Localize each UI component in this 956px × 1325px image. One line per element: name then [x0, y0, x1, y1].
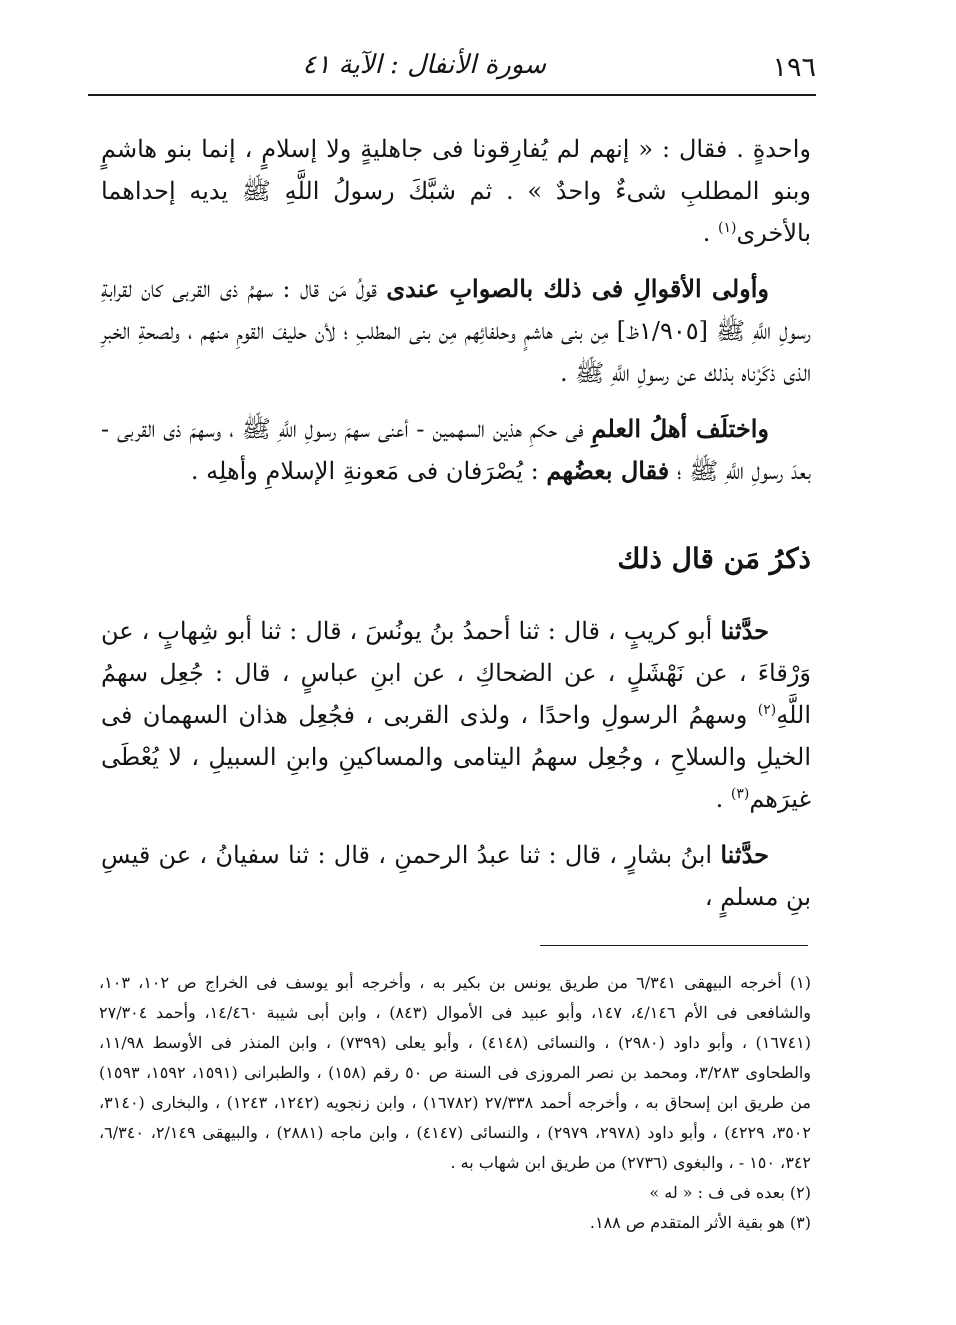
- paragraph-3-lead-2: فقال بعضُهم: [546, 456, 670, 485]
- footnotes: [99, 968, 811, 1238]
- paragraph-2-lead: وأولى الأقوالِ فى ذلك بالصوابِ عندى: [386, 274, 769, 303]
- paragraph-1-end: .: [702, 219, 718, 247]
- paragraph-3: [101, 408, 811, 492]
- paragraph-4-text-1: أبو كريبٍ ، قال : ثنا أحمدُ بنُ يونُسَ ، قال : ثنا أبو شِهابٍ ، عن وَرْقاءَ ، عن نَهْشَلٍ ، عن الضحاكِ ، عن ابنِ عباسٍ ، قال : جُعِل سهمُ اللَّهِ: [101, 617, 811, 729]
- paragraph-5: [101, 834, 811, 918]
- paragraph-3-lead: واختلَف أهلُ العلمِ: [591, 414, 769, 443]
- footnote-1: (١) أخرجه البيهقى ٦/٣٤١ من طريق يونس بن بكير به ، وأخرجه أبو يوسف فى الخراج ص ١٠٢، ١٠٣، والشافعى فى الأم ٤/١٤٦، ١٤٧، وأبو عبيد فى الأموال (٨٤٣) ، وابن أبى شيبة ١٤/٤٦٠، وأحمد ٢٧/٣٠٤ (١٦٧٤١) ، وأبو داود (٢٩٨٠) ، والنسائى (٤١٤٨) ، وأبو يعلى (٧٣٩٩) ، وابن المنذر فى الأوسط ١١/٩٨، والطحاوى ٣/٢٨٣، ومحمد بن نصر المروزى فى السنة ص ٥٠ رقم (١٥٨) ، والطبرانى (١٥٩١، ١٥٩٢، ١٥٩٣) من طريق ابن إسحاق به ، وأخرجه أحمد ٢٧/٣٣٨ (١٦٧٨٢) ، وابن زنجويه (١٢٤٢، ١٢٤٣) ، والبخارى (٣١٤٠، ٣٥٠٢، ٤٢٢٩) ، وأبو داود (٢٩٧٨، ٢٩٧٩) ، والنسائى (٤١٤٧) ، وابن ماجه (٢٨٨١) ، والبيهقى ٢/١٤٩، ٦/٣٤٠، ٣٤٢، ١٥٠ - ، والبغوى (٢٧٣٦) من طريق ابن شهاب به .: [99, 973, 812, 1172]
- paragraph-5-lead: حدَّثنا: [720, 840, 769, 869]
- paragraph-2-text: قولُ مَن قال : سهمُ ذى القربى كان لقرابةِ رسولِ اللَّهِ ﷺ [١/٩٠٥ظ] مِن بنى هاشمٍ وحلفائِهم مِن بنى المطلبِ ؛ لأن حليفَ القومِ منهم ، ولصحةِ الخبرِ الذى ذكَرْناه بذلك عن رسولِ اللَّهِ ﷺ .: [101, 275, 811, 387]
- footnote-marker-1: (١): [717, 220, 737, 236]
- paragraph-3-text-1: فى حكمِ هذين السهمين - أعنى سهمَ رسولِ اللَّهِ ﷺ ، وسهمَ ذى القربى - بعدَ رسولِ اللَّهِ ﷺ ؛: [101, 415, 811, 485]
- paragraph-4: [101, 610, 811, 820]
- footnote-rule: [540, 945, 808, 946]
- paragraph-4-text-2: وسهمُ الرسولِ واحدًا ، ولذى القربى ، فجُعِل هذان السهمان فى الخيلِ والسلاحِ ، وجُعِل سهمُ اليتامى والمساكينِ وابنِ السبيلِ ، لا يُعْطَى غيرَهم: [101, 701, 811, 813]
- chapter-title: سورة الأنفال : الآية ٤١: [302, 50, 546, 80]
- paragraph-4-lead: حدَّثنا: [720, 616, 769, 645]
- footnote-marker-2: (٢): [757, 702, 777, 718]
- paragraph-2: [101, 268, 811, 394]
- paragraph-4-end: .: [715, 785, 731, 813]
- paragraph-3-text-2: : يُصْرَفان فى مَعونةِ الإسلامِ وأهلِه .: [190, 457, 547, 485]
- section-heading: ذكرُ مَن قال ذلك: [617, 542, 811, 575]
- running-head: [92, 46, 816, 90]
- footnote-marker-3: (٣): [730, 786, 750, 802]
- paragraph-1: [101, 128, 811, 254]
- main-text: [101, 128, 811, 918]
- footnote-3: (٣) هو بقية الأثر المتقدم ص ١٨٨.: [589, 1213, 811, 1232]
- header-rule: [88, 94, 816, 96]
- footnote-2: (٢) بعده فى ف : « له »: [649, 1183, 811, 1202]
- paragraph-5-text: ابنُ بشارٍ ، قال : ثنا عبدُ الرحمنِ ، قال : ثنا سفيانُ ، عن قيسِ بنِ مسلمٍ ،: [101, 841, 811, 911]
- page-number: ١٩٦: [772, 52, 816, 83]
- paragraph-1-text: واحدةٍ . فقال : « إنهم لم يُفارِقونا فى جاهليةٍ ولا إسلامٍ ، إنما بنو هاشمٍ وبنو المطلبِ شىءٌ واحدٌ » . ثم شبَّكَ رسولُ اللَّهِ ﷺ يديه إحداهما بالأخرى: [101, 135, 811, 247]
